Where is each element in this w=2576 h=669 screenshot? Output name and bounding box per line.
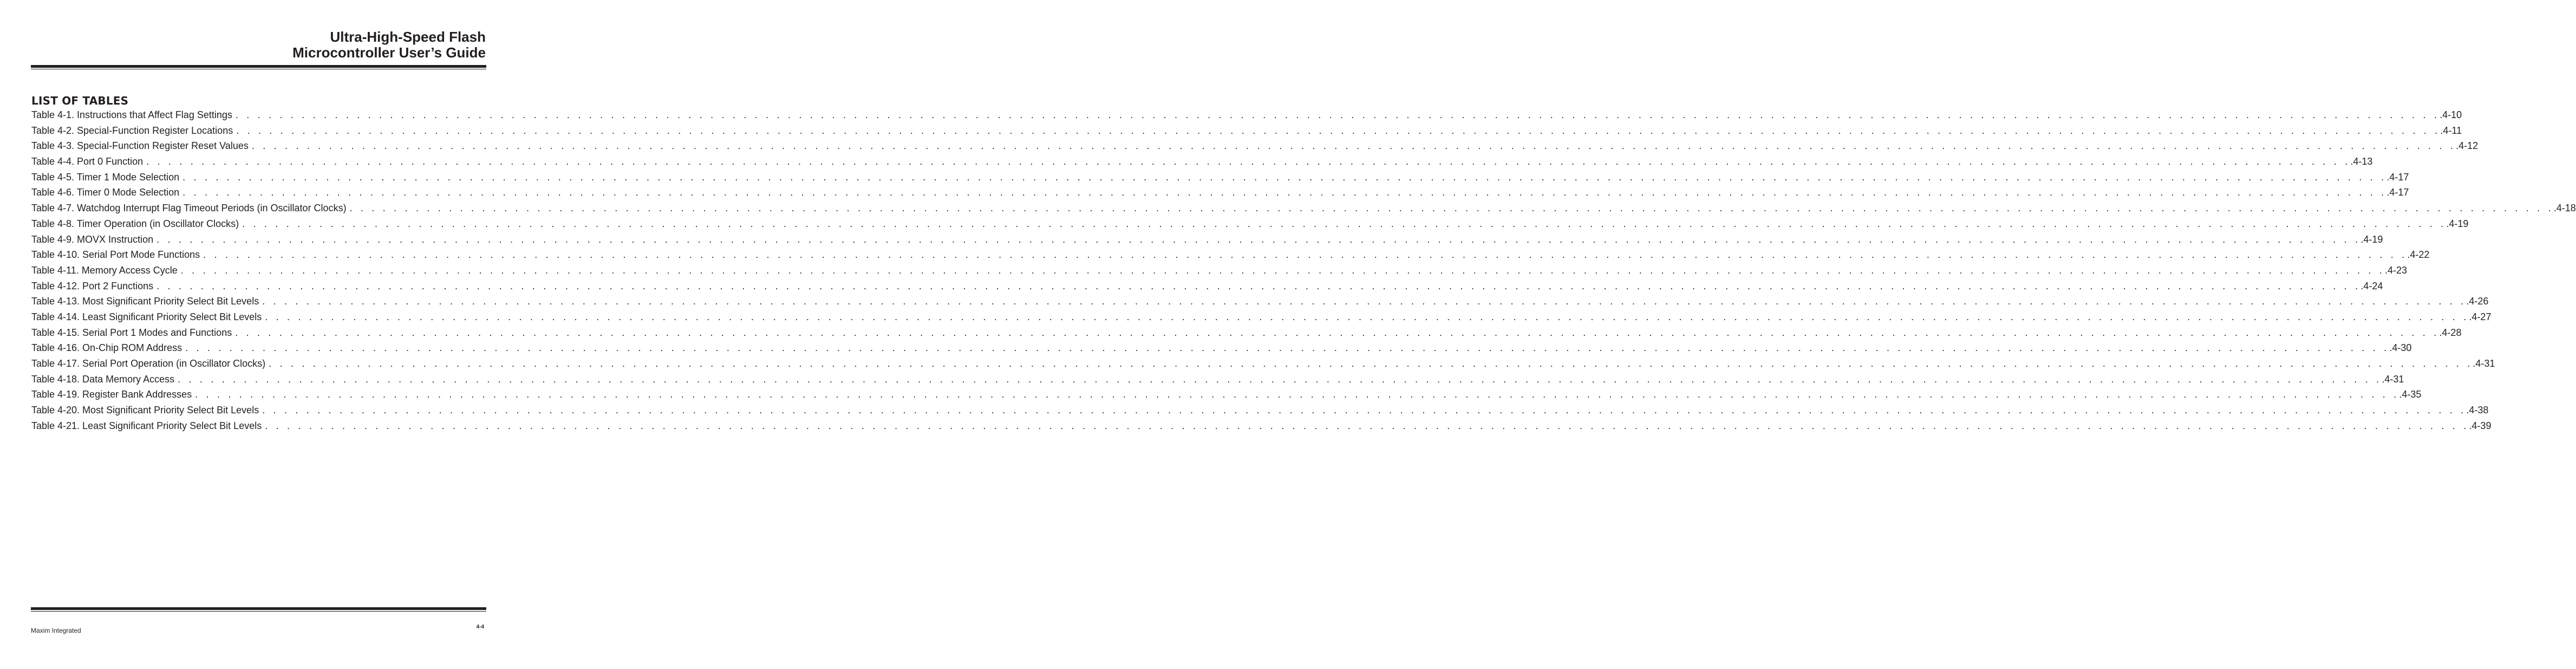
toc-entry[interactable] — [31, 218, 2469, 234]
footer-rule-thick — [31, 607, 486, 610]
footer-company: Maxim Integrated — [31, 627, 81, 634]
footer-page-number: 4-4 — [476, 624, 484, 630]
toc-dot-leader: . . . . . . . . . . . . . . . . . . . . . . . . . . . . . . . . . . . . . . . . . . . . . . . . . . . . . . . . . . . . . . . . . . . . . . . . . . . . . . . . . . . . . . . . . . . . . . . . . . . . . . . . . . . . . . . . . . . . . . . . . . . . . . . . . . . . . . . . . . . . . . . . . . . . . . . . . . . . . . . . . . . . . . . . . . . . . . . . . . . . . . . . . . . . . . . . . . . . . . . . — [182, 187, 2387, 198]
toc-entry-page: .4-30 — [2389, 342, 2412, 354]
toc-entry-page: .4-19 — [2446, 218, 2469, 229]
toc-entry[interactable] — [31, 405, 2489, 420]
document-header — [292, 29, 486, 61]
toc-entry-page: .4-19 — [2360, 233, 2383, 245]
toc-entry-label: Table 4-5. Timer 1 Mode Selection — [31, 171, 180, 183]
toc-entry-page: .4-13 — [2350, 156, 2373, 167]
toc-entry-label: Table 4-1. Instructions that Affect Flag Settings — [31, 109, 232, 120]
toc-dot-leader: . . . . . . . . . . . . . . . . . . . . . . . . . . . . . . . . . . . . . . . . . . . . . . . . . . . . . . . . . . . . . . . . . . . . . . . . . . . . . . . . . . . . . . . . . . . . . . . . . . . . . . . . . . . . . . . . . . . . . . . . . . . . . . . . . . . . . . . . . . . . . . . . . . . . . . . . . . . . . . . . . . . . . . . . . . . . . . . . . . . . . . . . . . . . . . . . . . . . . . . . — [251, 140, 2456, 152]
toc-entry-label: Table 4-4. Port 0 Function — [31, 156, 144, 167]
toc-entry-page: .4-23 — [2384, 264, 2407, 276]
header-rule-thick — [31, 65, 486, 68]
toc-entry-label: Table 4-9. MOVX Instruction — [31, 233, 154, 245]
toc-entry-page: .4-35 — [2399, 389, 2422, 400]
toc-entry-label: Table 4-21. Least Significant Priority Select Bit Levels — [31, 420, 262, 431]
toc-dot-leader: . . . . . . . . . . . . . . . . . . . . . . . . . . . . . . . . . . . . . . . . . . . . . . . . . . . . . . . . . . . . . . . . . . . . . . . . . . . . . . . . . . . . . . . . . . . . . . . . . . . . . . . . . . . . . . . . . . . . . . . . . . . . . . . . . . . . . . . . . . . . . . . . . . . . . . . . . . . . . . . . . . . . . . . . . . . . . . . . . . . . . . . . . . . . . . . . . . . . . . . . — [265, 420, 2469, 431]
toc-dot-leader: . . . . . . . . . . . . . . . . . . . . . . . . . . . . . . . . . . . . . . . . . . . . . . . . . . . . . . . . . . . . . . . . . . . . . . . . . . . . . . . . . . . . . . . . . . . . . . . . . . . . . . . . . . . . . . . . . . . . . . . . . . . . . . . . . . . . . . . . . . . . . . . . . . . . . . . . . . . . . . . . . . . . . . . . . . . . . . . . . . . . . . . . . . . . . . . . . . . . . . . . — [180, 264, 2385, 276]
toc-entry[interactable] — [31, 125, 2462, 141]
toc-dot-leader: . . . . . . . . . . . . . . . . . . . . . . . . . . . . . . . . . . . . . . . . . . . . . . . . . . . . . . . . . . . . . . . . . . . . . . . . . . . . . . . . . . . . . . . . . . . . . . . . . . . . . . . . . . . . . . . . . . . . . . . . . . . . . . . . . . . . . . . . . . . . . . . . . . . . . . . . . . . . . . . . . . . . . . . . . . . . . . . . . . . . . . . . . . . . . . . . . . . . . . . . — [178, 373, 2382, 385]
toc-entry-label: Table 4-2. Special-Function Register Locations — [31, 125, 233, 136]
toc-entry-label: Table 4-3. Special-Function Register Reset Values — [31, 140, 249, 152]
toc-dot-leader: . . . . . . . . . . . . . . . . . . . . . . . . . . . . . . . . . . . . . . . . . . . . . . . . . . . . . . . . . . . . . . . . . . . . . . . . . . . . . . . . . . . . . . . . . . . . . . . . . . . . . . . . . . . . . . . . . . . . . . . . . . . . . . . . . . . . . . . . . . . . . . . . . . . . . . . . . . . . . . . . . . . . . . . . . . . . . . . . . . . . . . . . . . . . . . . . . . . . . . . . — [236, 125, 2441, 136]
toc-entry[interactable] — [31, 156, 2373, 172]
toc-entry-label: Table 4-20. Most Significant Priority Select Bit Levels — [31, 405, 259, 416]
toc-entry[interactable] — [31, 233, 2383, 250]
toc-entry-page: .4-28 — [2439, 327, 2462, 338]
toc-entry[interactable] — [31, 311, 2492, 327]
toc-entry-label: Table 4-7. Watchdog Interrupt Flag Timeout Periods (in Oscillator Clocks) — [31, 203, 347, 214]
toc-entry-label: Table 4-6. Timer 0 Mode Selection — [31, 187, 180, 198]
toc-entry[interactable] — [31, 109, 2462, 125]
toc-dot-leader: . . . . . . . . . . . . . . . . . . . . . . . . . . . . . . . . . . . . . . . . . . . . . . . . . . . . . . . . . . . . . . . . . . . . . . . . . . . . . . . . . . . . . . . . . . . . . . . . . . . . . . . . . . . . . . . . . . . . . . . . . . . . . . . . . . . . . . . . . . . . . . . . . . . . . . . . . . . . . . . . . . . . . . . . . . . . . . . . . . . . . . . . . . . . . . . . . . . . . . . . — [146, 156, 2351, 167]
header-title-line-2: Microcontroller User’s Guide — [292, 44, 486, 61]
toc-entry-page: .4-31 — [2382, 373, 2404, 385]
toc-dot-leader: . . . . . . . . . . . . . . . . . . . . . . . . . . . . . . . . . . . . . . . . . . . . . . . . . . . . . . . . . . . . . . . . . . . . . . . . . . . . . . . . . . . . . . . . . . . . . . . . . . . . . . . . . . . . . . . . . . . . . . . . . . . . . . . . . . . . . . . . . . . . . . . . . . . . . . . . . . . . . . . . . . . . . . . . . . . . . . . . . . . . . . . . . . . . . . . . . . . . . . . . — [242, 218, 2447, 229]
toc-entry[interactable] — [31, 280, 2383, 296]
toc-entry-label: Table 4-13. Most Significant Priority Select Bit Levels — [31, 296, 259, 307]
toc-entry[interactable] — [31, 249, 2430, 265]
toc-entry-page: .4-26 — [2466, 296, 2489, 307]
toc-entry-label: Table 4-15. Serial Port 1 Modes and Functions — [31, 327, 232, 338]
toc-entry[interactable] — [31, 296, 2489, 311]
toc-entry[interactable] — [31, 373, 2404, 389]
toc-entry-label: Table 4-14. Least Significant Priority Select Bit Levels — [31, 311, 262, 322]
toc-entry-label: Table 4-8. Timer Operation (in Oscillator Clocks) — [31, 218, 239, 229]
list-of-tables — [31, 109, 2576, 436]
toc-dot-leader: . . . . . . . . . . . . . . . . . . . . . . . . . . . . . . . . . . . . . . . . . . . . . . . . . . . . . . . . . . . . . . . . . . . . . . . . . . . . . . . . . . . . . . . . . . . . . . . . . . . . . . . . . . . . . . . . . . . . . . . . . . . . . . . . . . . . . . . . . . . . . . . . . . . . . . . . . . . . . . . . . . . . . . . . . . . . . . . . . . . . . . . . . . . . . . . . . . . . . . . . — [156, 233, 2361, 245]
toc-entry-label: Table 4-19. Register Bank Addresses — [31, 389, 192, 400]
toc-dot-leader: . . . . . . . . . . . . . . . . . . . . . . . . . . . . . . . . . . . . . . . . . . . . . . . . . . . . . . . . . . . . . . . . . . . . . . . . . . . . . . . . . . . . . . . . . . . . . . . . . . . . . . . . . . . . . . . . . . . . . . . . . . . . . . . . . . . . . . . . . . . . . . . . . . . . . . . . . . . . . . . . . . . . . . . . . . . . . . . . . . . . . . . . . . . . . . . . . . . . . . . . — [185, 342, 2390, 354]
toc-entry-label: Table 4-11. Memory Access Cycle — [31, 264, 178, 276]
toc-entry[interactable] — [31, 140, 2479, 156]
toc-entry-page: .4-27 — [2469, 311, 2492, 322]
toc-entry-page: .4-38 — [2466, 405, 2489, 416]
toc-dot-leader: . . . . . . . . . . . . . . . . . . . . . . . . . . . . . . . . . . . . . . . . . . . . . . . . . . . . . . . . . . . . . . . . . . . . . . . . . . . . . . . . . . . . . . . . . . . . . . . . . . . . . . . . . . . . . . . . . . . . . . . . . . . . . . . . . . . . . . . . . . . . . . . . . . . . . . . . . . . . . . . . . . . . . . . . . . . . . . . . . . . . . . . . . . . . . . . . . . . . . . . . — [195, 389, 2399, 400]
toc-entry-page: .4-17 — [2386, 187, 2409, 198]
toc-entry-page: .4-10 — [2440, 109, 2462, 120]
toc-entry-label: Table 4-17. Serial Port Operation (in Oscillator Clocks) — [31, 358, 266, 369]
section-title: LIST OF TABLES — [31, 94, 129, 107]
toc-dot-leader: . . . . . . . . . . . . . . . . . . . . . . . . . . . . . . . . . . . . . . . . . . . . . . . . . . . . . . . . . . . . . . . . . . . . . . . . . . . . . . . . . . . . . . . . . . . . . . . . . . . . . . . . . . . . . . . . . . . . . . . . . . . . . . . . . . . . . . . . . . . . . . . . . . . . . . . . . . . . . . . . . . . . . . . . . . . . . . . . . . . . . . . . . . . . . . . . . . . . . . . . — [235, 327, 2440, 338]
toc-entry-page: .4-17 — [2386, 171, 2409, 183]
toc-entry-page: .4-11 — [2440, 125, 2462, 136]
toc-dot-leader: . . . . . . . . . . . . . . . . . . . . . . . . . . . . . . . . . . . . . . . . . . . . . . . . . . . . . . . . . . . . . . . . . . . . . . . . . . . . . . . . . . . . . . . . . . . . . . . . . . . . . . . . . . . . . . . . . . . . . . . . . . . . . . . . . . . . . . . . . . . . . . . . . . . . . . . . . . . . . . . . . . . . . . . . . . . . . . . . . . . . . . . . . . . . . . . . . . . . . . . . — [269, 358, 2473, 369]
toc-dot-leader: . . . . . . . . . . . . . . . . . . . . . . . . . . . . . . . . . . . . . . . . . . . . . . . . . . . . . . . . . . . . . . . . . . . . . . . . . . . . . . . . . . . . . . . . . . . . . . . . . . . . . . . . . . . . . . . . . . . . . . . . . . . . . . . . . . . . . . . . . . . . . . . . . . . . . . . . . . . . . . . . . . . . . . . . . . . . . . . . . . . . . . . . . . . . . . . . . . . . . . . . — [203, 249, 2408, 261]
header-title-line-1: Ultra-High-Speed Flash — [330, 29, 486, 45]
toc-entry[interactable] — [31, 203, 2576, 218]
toc-entry[interactable] — [31, 264, 2407, 281]
toc-entry-page: .4-39 — [2469, 420, 2492, 431]
toc-entry-page: .4-24 — [2360, 280, 2383, 291]
toc-dot-leader: . . . . . . . . . . . . . . . . . . . . . . . . . . . . . . . . . . . . . . . . . . . . . . . . . . . . . . . . . . . . . . . . . . . . . . . . . . . . . . . . . . . . . . . . . . . . . . . . . . . . . . . . . . . . . . . . . . . . . . . . . . . . . . . . . . . . . . . . . . . . . . . . . . . . . . . . . . . . . . . . . . . . . . . . . . . . . . . . . . . . . . . . . . . . . . . . . . . . . . . . — [182, 171, 2387, 183]
toc-entry[interactable] — [31, 342, 2412, 358]
toc-entry-label: Table 4-16. On-Chip ROM Address — [31, 342, 182, 354]
toc-entry[interactable] — [31, 358, 2495, 374]
toc-entry-label: Table 4-12. Port 2 Functions — [31, 280, 154, 291]
toc-entry[interactable] — [31, 187, 2409, 203]
toc-entry-page: .4-31 — [2473, 358, 2495, 369]
toc-dot-leader: . . . . . . . . . . . . . . . . . . . . . . . . . . . . . . . . . . . . . . . . . . . . . . . . . . . . . . . . . . . . . . . . . . . . . . . . . . . . . . . . . . . . . . . . . . . . . . . . . . . . . . . . . . . . . . . . . . . . . . . . . . . . . . . . . . . . . . . . . . . . . . . . . . . . . . . . . . . . . . . . . . . . . . . . . . . . . . . . . . . . . . . . . . . . . . . . . . . . . . . . — [156, 280, 2361, 291]
toc-dot-leader: . . . . . . . . . . . . . . . . . . . . . . . . . . . . . . . . . . . . . . . . . . . . . . . . . . . . . . . . . . . . . . . . . . . . . . . . . . . . . . . . . . . . . . . . . . . . . . . . . . . . . . . . . . . . . . . . . . . . . . . . . . . . . . . . . . . . . . . . . . . . . . . . . . . . . . . . . . . . . . . . . . . . . . . . . . . . . . . . . . . . . . . . . . . . . . . . . . . . . . . . — [265, 311, 2469, 322]
toc-entry[interactable] — [31, 327, 2462, 343]
toc-entry-page: .4-22 — [2407, 249, 2430, 261]
toc-entry[interactable] — [31, 389, 2422, 405]
toc-entry-page: .4-18 — [2553, 203, 2576, 214]
toc-entry-page: .4-12 — [2456, 140, 2479, 152]
toc-entry[interactable] — [31, 420, 2492, 436]
toc-dot-leader: . . . . . . . . . . . . . . . . . . . . . . . . . . . . . . . . . . . . . . . . . . . . . . . . . . . . . . . . . . . . . . . . . . . . . . . . . . . . . . . . . . . . . . . . . . . . . . . . . . . . . . . . . . . . . . . . . . . . . . . . . . . . . . . . . . . . . . . . . . . . . . . . . . . . . . . . . . . . . . . . . . . . . . . . . . . . . . . . . . . . . . . . . . . . . . . . . . . . . . . . — [349, 203, 2554, 214]
toc-dot-leader: . . . . . . . . . . . . . . . . . . . . . . . . . . . . . . . . . . . . . . . . . . . . . . . . . . . . . . . . . . . . . . . . . . . . . . . . . . . . . . . . . . . . . . . . . . . . . . . . . . . . . . . . . . . . . . . . . . . . . . . . . . . . . . . . . . . . . . . . . . . . . . . . . . . . . . . . . . . . . . . . . . . . . . . . . . . . . . . . . . . . . . . . . . . . . . . . . . . . . . . . — [262, 405, 2467, 416]
toc-dot-leader: . . . . . . . . . . . . . . . . . . . . . . . . . . . . . . . . . . . . . . . . . . . . . . . . . . . . . . . . . . . . . . . . . . . . . . . . . . . . . . . . . . . . . . . . . . . . . . . . . . . . . . . . . . . . . . . . . . . . . . . . . . . . . . . . . . . . . . . . . . . . . . . . . . . . . . . . . . . . . . . . . . . . . . . . . . . . . . . . . . . . . . . . . . . . . . . . . . . . . . . . — [235, 109, 2440, 120]
toc-entry[interactable] — [31, 171, 2409, 187]
footer-rule-thin — [31, 611, 486, 612]
toc-entry-label: Table 4-10. Serial Port Mode Functions — [31, 249, 200, 261]
toc-dot-leader: . . . . . . . . . . . . . . . . . . . . . . . . . . . . . . . . . . . . . . . . . . . . . . . . . . . . . . . . . . . . . . . . . . . . . . . . . . . . . . . . . . . . . . . . . . . . . . . . . . . . . . . . . . . . . . . . . . . . . . . . . . . . . . . . . . . . . . . . . . . . . . . . . . . . . . . . . . . . . . . . . . . . . . . . . . . . . . . . . . . . . . . . . . . . . . . . . . . . . . . . — [262, 296, 2467, 307]
toc-entry-label: Table 4-18. Data Memory Access — [31, 373, 175, 385]
